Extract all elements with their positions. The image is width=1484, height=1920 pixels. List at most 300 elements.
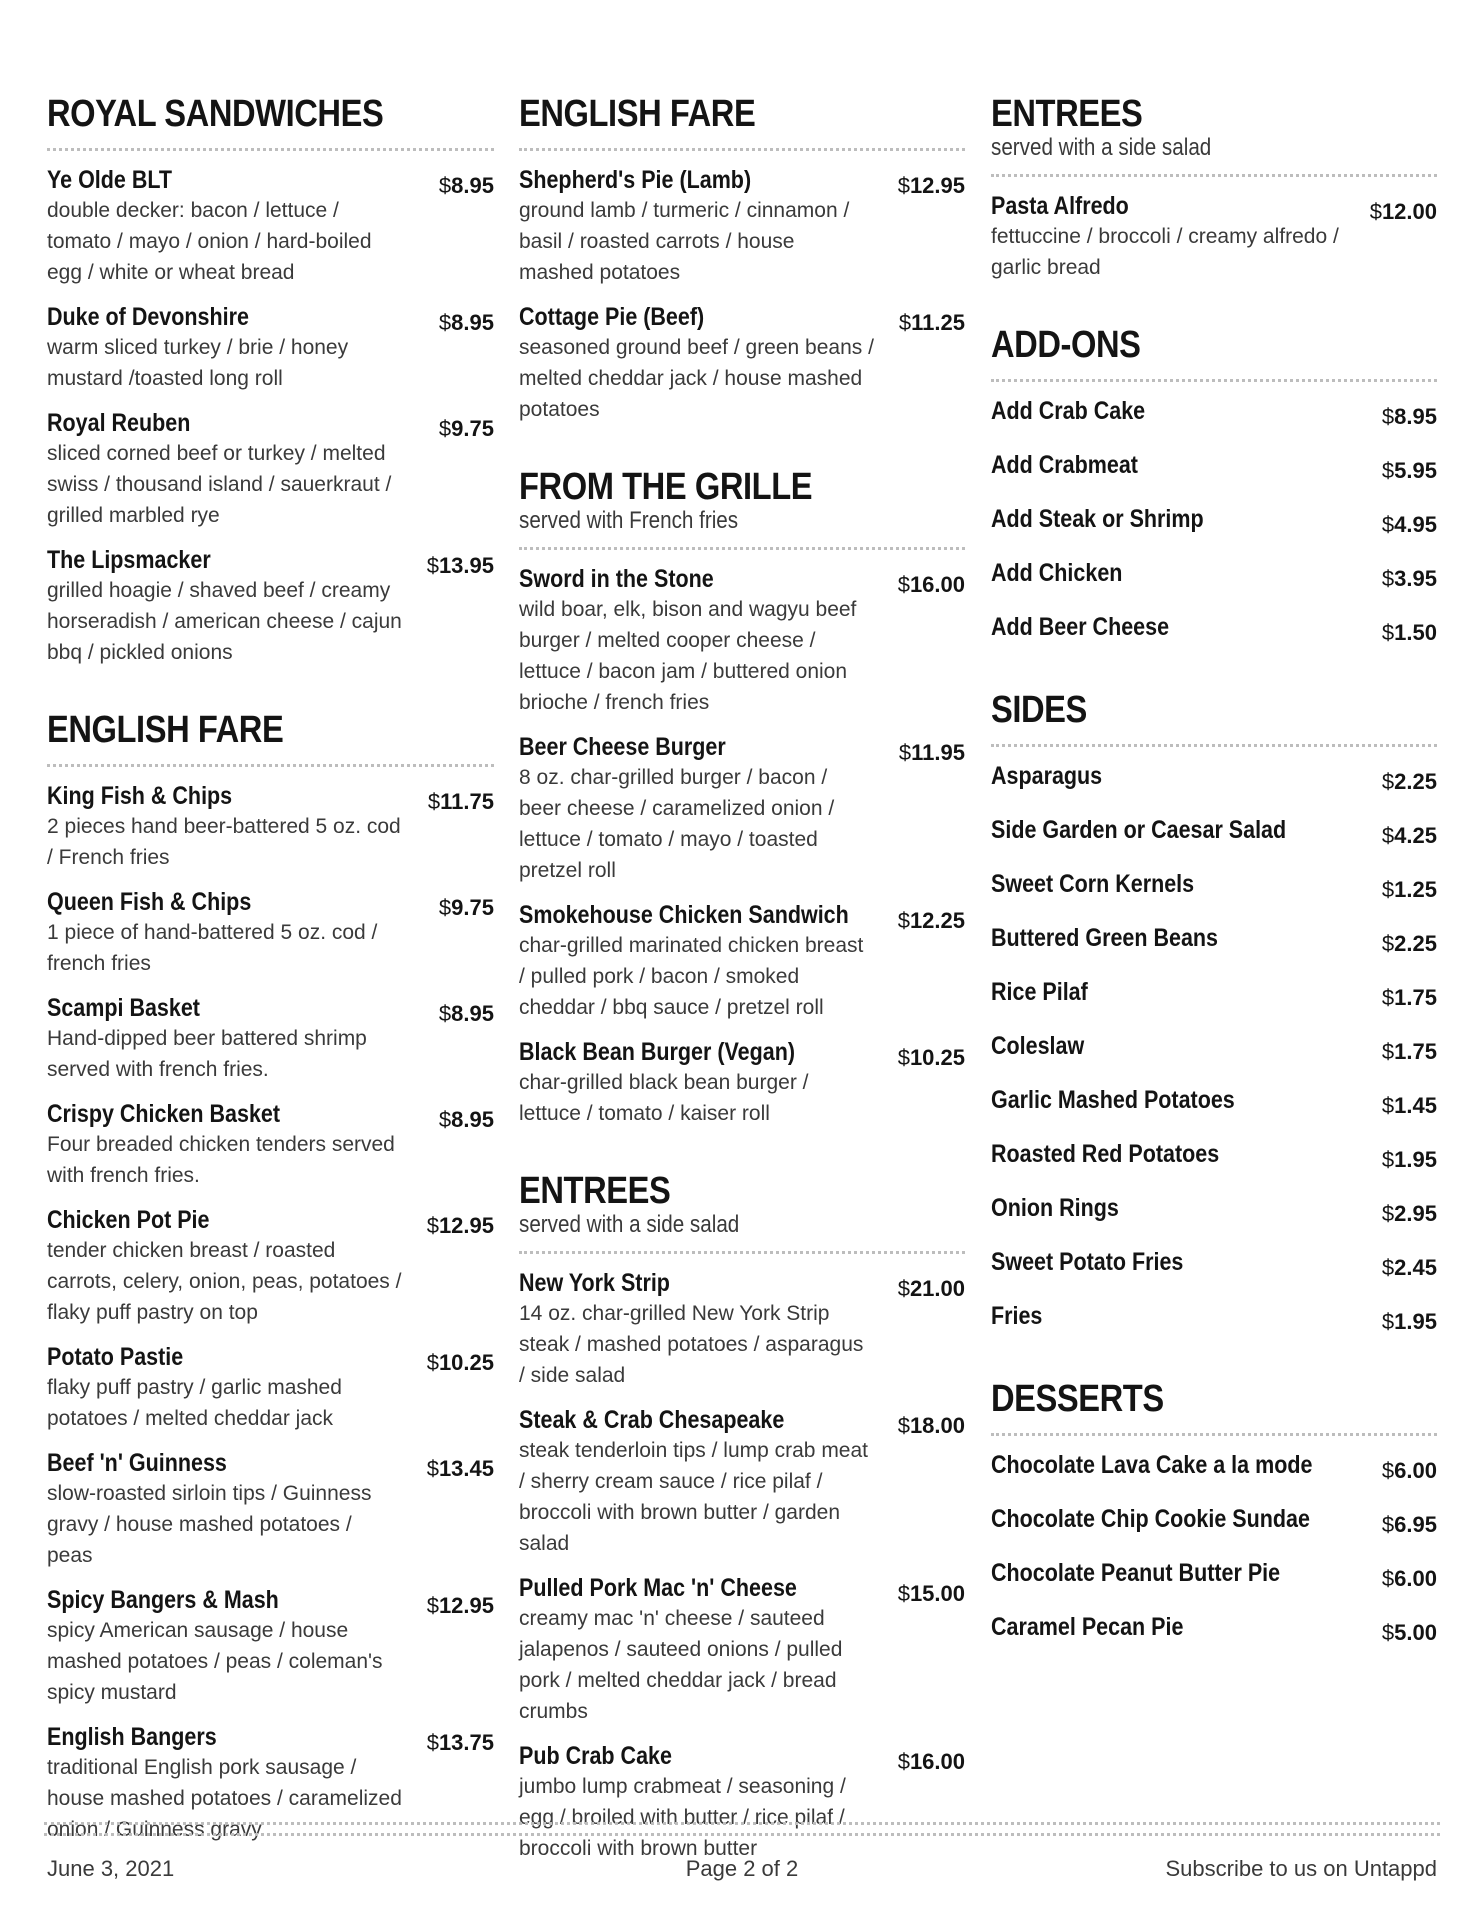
menu-item (991, 977, 1437, 1013)
menu-item-text (519, 1405, 874, 1559)
currency-symbol: $ (1381, 1309, 1395, 1334)
menu-item-name: King Fish & Chips (47, 782, 233, 810)
currency-symbol: $ (1381, 1201, 1395, 1226)
currency-symbol: $ (438, 895, 452, 920)
menu-item (47, 1448, 494, 1571)
menu-item-name: Shepherd's Pie (Lamb) (519, 166, 752, 194)
menu-item-text (991, 191, 1346, 283)
currency-symbol: $ (426, 1730, 439, 1755)
menu-item-name: Rice Pilaf (991, 978, 1088, 1006)
currency-symbol: $ (1381, 458, 1395, 483)
menu-item-price (1382, 618, 1437, 648)
menu-item-price (439, 308, 494, 338)
currency-symbol: $ (1381, 1093, 1395, 1118)
menu-item-text (991, 1301, 1361, 1331)
section-divider (991, 1433, 1437, 1436)
currency-symbol: $ (1381, 566, 1395, 591)
price-amount: 1.45 (1394, 1093, 1437, 1118)
menu-item-description: jumbo lump crabmeat / seasoning / egg / broiled with butter / rice pilaf / broccoli with brown butter (519, 1775, 846, 1860)
menu-item (47, 993, 494, 1085)
menu-item-price (428, 787, 494, 817)
menu-item (991, 1558, 1437, 1594)
menu-item-description: creamy mac 'n' cheese / sauteed jalapenos / sauteed onions / pulled pork / melted cheddar jack / bread crumbs (519, 1607, 843, 1723)
price-amount: 1.75 (1394, 985, 1437, 1010)
menu-item-name: Beer Cheese Burger (519, 733, 726, 761)
menu-item-text (47, 993, 402, 1085)
menu-item-name: Beef 'n' Guinness (47, 1449, 227, 1477)
menu-item (991, 504, 1437, 540)
menu-item-name: Add Steak or Shrimp (991, 505, 1204, 533)
menu-item (991, 1504, 1437, 1540)
currency-symbol: $ (438, 173, 452, 198)
menu-item-name: Spicy Bangers & Mash (47, 1586, 279, 1614)
menu-item (519, 1741, 965, 1864)
menu-item-price (1382, 1091, 1437, 1121)
menu-item-text (991, 504, 1361, 534)
menu-item-price (898, 1579, 965, 1609)
menu-item-price (1382, 983, 1437, 1013)
menu-item-price (898, 1043, 965, 1073)
menu-item-text (47, 1585, 402, 1708)
menu-section (519, 465, 965, 1129)
menu-item (991, 869, 1437, 905)
menu-item (991, 1193, 1437, 1229)
menu-item-name: Garlic Mashed Potatoes (991, 1086, 1235, 1114)
menu-item-name: Pub Crab Cake (519, 1742, 672, 1770)
currency-symbol: $ (1381, 1255, 1395, 1280)
menu-item (519, 1573, 965, 1727)
currency-symbol: $ (1381, 1620, 1395, 1645)
menu-item-name: Fries (991, 1302, 1043, 1330)
price-amount: 2.45 (1394, 1255, 1437, 1280)
menu-item (991, 1085, 1437, 1121)
menu-item-name: Potato Pastie (47, 1343, 184, 1371)
currency-symbol: $ (897, 572, 910, 597)
menu-item-price (1370, 197, 1437, 227)
menu-item-name: English Bangers (47, 1723, 217, 1751)
menu-item-description: 14 oz. char-grilled New York Strip steak / mashed potatoes / asparagus / side salad (519, 1302, 864, 1387)
menu-item (519, 302, 965, 425)
currency-symbol: $ (897, 908, 910, 933)
menu-item-price (899, 738, 965, 768)
menu-item-name: Scampi Basket (47, 994, 200, 1022)
menu-item-text (991, 1612, 1361, 1642)
menu-item-price (439, 999, 494, 1029)
price-amount: 16.00 (909, 572, 965, 597)
menu-item-price (898, 1411, 965, 1441)
footer-page-number: Page 2 of 2 (685, 1856, 799, 1881)
currency-symbol: $ (1381, 1039, 1395, 1064)
menu-item-price (1382, 1253, 1437, 1283)
price-amount: 8.95 (451, 1001, 494, 1026)
menu-item (519, 165, 965, 288)
price-amount: 4.25 (1394, 823, 1437, 848)
section-title: ENGLISH FARE (519, 93, 756, 135)
menu-column-1 (47, 92, 494, 1885)
menu-column-2 (519, 92, 965, 1904)
menu-item (991, 1031, 1437, 1067)
currency-symbol: $ (426, 1456, 439, 1481)
menu-item (47, 887, 494, 979)
currency-symbol: $ (1381, 1458, 1395, 1483)
price-amount: 1.95 (1394, 1147, 1437, 1172)
menu-item-text (991, 923, 1361, 953)
currency-symbol: $ (1381, 931, 1395, 956)
currency-symbol: $ (897, 173, 910, 198)
menu-item-name: Royal Reuben (47, 409, 191, 437)
menu-item-description: fettuccine / broccoli / creamy alfredo / garlic bread (991, 225, 1339, 279)
section-title: SIDES (991, 689, 1087, 731)
menu-item-text (519, 1037, 874, 1129)
menu-item-text (991, 1247, 1361, 1277)
menu-item-name: Add Chicken (991, 559, 1123, 587)
price-amount: 6.00 (1394, 1458, 1437, 1483)
menu-item (47, 545, 494, 668)
section-title: ROYAL SANDWICHES (47, 93, 384, 135)
currency-symbol: $ (1381, 985, 1395, 1010)
menu-item-price (1382, 510, 1437, 540)
menu-item (519, 732, 965, 886)
menu-item-name: Pasta Alfredo (991, 192, 1129, 220)
menu-section (47, 92, 494, 668)
menu-item-text (991, 761, 1361, 791)
price-amount: 13.45 (438, 1456, 494, 1481)
menu-item-price (898, 906, 965, 936)
currency-symbol: $ (1381, 877, 1395, 902)
menu-section (519, 1169, 965, 1864)
section-title: ENGLISH FARE (47, 709, 284, 751)
menu-item-text (519, 900, 874, 1023)
currency-symbol: $ (898, 310, 912, 335)
currency-symbol: $ (1369, 199, 1382, 224)
menu-item-description: steak tenderloin tips / lump crab meat / sherry cream sauce / rice pilaf / broccoli with brown butter / garden salad (519, 1439, 869, 1555)
menu-item-price (1382, 402, 1437, 432)
menu-item-text (991, 1558, 1361, 1588)
section-divider (519, 1251, 965, 1254)
currency-symbol: $ (427, 789, 441, 814)
price-amount: 11.95 (911, 740, 965, 765)
menu-item-price (899, 308, 965, 338)
menu-item-text (991, 558, 1361, 588)
menu-item-price (1382, 767, 1437, 797)
menu-item-name: Add Beer Cheese (991, 613, 1170, 641)
menu-item-text (519, 165, 874, 288)
menu-item-price (1382, 1307, 1437, 1337)
menu-item-description: flaky puff pastry / garlic mashed potatoes / melted cheddar jack (47, 1376, 342, 1430)
menu-item-text (991, 1139, 1361, 1169)
price-amount: 12.95 (438, 1593, 494, 1618)
menu-item-text (519, 564, 874, 718)
menu-item-price (1382, 1510, 1437, 1540)
menu-item (47, 1099, 494, 1191)
menu-item-description: double decker: bacon / lettuce / tomato / mayo / onion / hard-boiled egg / white or wheat bread (47, 199, 372, 284)
section-title: ENTREES (991, 93, 1143, 135)
currency-symbol: $ (897, 1276, 910, 1301)
price-amount: 6.00 (1394, 1566, 1437, 1591)
menu-item-name: Chocolate Peanut Butter Pie (991, 1559, 1281, 1587)
menu-item-text (47, 887, 402, 979)
menu-item-name: Pulled Pork Mac 'n' Cheese (519, 1574, 797, 1602)
currency-symbol: $ (1381, 823, 1395, 848)
menu-item-name: Add Crab Cake (991, 397, 1146, 425)
menu-item-price (1382, 456, 1437, 486)
menu-item-name: Asparagus (991, 762, 1103, 790)
menu-item-price (898, 171, 965, 201)
menu-item-name: New York Strip (519, 1269, 670, 1297)
menu-item-text (47, 302, 402, 394)
menu-item-text (991, 1193, 1361, 1223)
menu-item (519, 900, 965, 1023)
menu-item-price (1382, 821, 1437, 851)
menu-item (519, 1405, 965, 1559)
price-amount: 12.00 (1381, 199, 1437, 224)
menu-item-text (991, 815, 1361, 845)
menu-item-text (519, 1268, 874, 1391)
menu-item-price (1382, 1199, 1437, 1229)
footer-subscribe-link[interactable]: Subscribe to us on Untappd (1165, 1856, 1437, 1881)
menu-item-description: tender chicken breast / roasted carrots, celery, onion, peas, potatoes / flaky puff pastry on top (47, 1239, 402, 1324)
price-amount: 18.00 (909, 1413, 965, 1438)
menu-item (47, 302, 494, 394)
section-divider (47, 764, 494, 767)
price-amount: 1.75 (1394, 1039, 1437, 1064)
menu-item-text (47, 1205, 402, 1328)
section-divider (519, 148, 965, 151)
currency-symbol: $ (1381, 1147, 1395, 1172)
price-amount: 8.95 (1394, 404, 1437, 429)
currency-symbol: $ (438, 1001, 452, 1026)
currency-symbol: $ (898, 740, 912, 765)
menu-item-name: Ye Olde BLT (47, 166, 173, 194)
currency-symbol: $ (438, 1107, 452, 1132)
section-divider (991, 744, 1437, 747)
price-amount: 10.25 (909, 1045, 965, 1070)
price-amount: 4.95 (1394, 512, 1437, 537)
menu-item-name: Add Crabmeat (991, 451, 1138, 479)
price-amount: 13.95 (438, 553, 494, 578)
menu-item (47, 165, 494, 288)
menu-item (519, 564, 965, 718)
price-amount: 8.95 (451, 310, 494, 335)
price-amount: 10.25 (438, 1350, 494, 1375)
price-amount: 9.75 (451, 895, 494, 920)
price-amount: 21.00 (909, 1276, 965, 1301)
menu-item-name: Chocolate Chip Cookie Sundae (991, 1505, 1310, 1533)
menu-item (47, 1342, 494, 1434)
menu-item-price (1382, 1037, 1437, 1067)
price-amount: 9.75 (451, 416, 494, 441)
menu-item-name: Steak & Crab Chesapeake (519, 1406, 785, 1434)
menu-item-name: Black Bean Burger (Vegan) (519, 1038, 796, 1066)
price-amount: 1.95 (1394, 1309, 1437, 1334)
menu-section (991, 1377, 1437, 1648)
section-divider (47, 148, 494, 151)
price-amount: 1.25 (1394, 877, 1437, 902)
price-amount: 2.25 (1394, 931, 1437, 956)
menu-item-description: spicy American sausage / house mashed potatoes / peas / coleman's spicy mustard (47, 1619, 383, 1704)
menu-item-name: Sweet Corn Kernels (991, 870, 1195, 898)
menu-item-name: Crispy Chicken Basket (47, 1100, 281, 1128)
menu-section (519, 92, 965, 425)
menu-item-price (439, 171, 494, 201)
menu-item (991, 1247, 1437, 1283)
menu-item (991, 923, 1437, 959)
currency-symbol: $ (426, 1350, 439, 1375)
price-amount: 16.00 (909, 1749, 965, 1774)
currency-symbol: $ (1381, 620, 1395, 645)
menu-item-price (439, 893, 494, 923)
menu-item-price (1382, 1564, 1437, 1594)
menu-item (47, 1585, 494, 1708)
menu-item-text (47, 165, 402, 288)
menu-item-text (47, 545, 402, 668)
menu-item (991, 1450, 1437, 1486)
menu-item (991, 450, 1437, 486)
menu-item-description: 8 oz. char-grilled burger / bacon / beer cheese / caramelized onion / lettuce / tomato / mayo / toasted pretzel roll (519, 766, 835, 882)
menu-item-description: slow-roasted sirloin tips / Guinness gravy / house mashed potatoes / peas (47, 1482, 372, 1567)
menu-item (991, 1301, 1437, 1337)
menu-item (991, 612, 1437, 648)
menu-item-name: Caramel Pecan Pie (991, 1613, 1184, 1641)
menu-item-price (898, 1747, 965, 1777)
menu-item-text (991, 1504, 1361, 1534)
menu-item-name: Coleslaw (991, 1032, 1085, 1060)
price-amount: 2.25 (1394, 769, 1437, 794)
currency-symbol: $ (897, 1045, 910, 1070)
menu-item-description: ground lamb / turmeric / cinnamon / basil / roasted carrots / house mashed potatoes (519, 199, 850, 284)
menu-item-text (991, 450, 1361, 480)
menu-item-price (898, 1274, 965, 1304)
menu-item (991, 761, 1437, 797)
menu-section (991, 323, 1437, 648)
menu-item-name: Smokehouse Chicken Sandwich (519, 901, 849, 929)
menu-item-price (427, 551, 494, 581)
menu-item-name: Cottage Pie (Beef) (519, 303, 705, 331)
menu-item-name: Buttered Green Beans (991, 924, 1219, 952)
price-amount: 2.95 (1394, 1201, 1437, 1226)
menu-item (991, 558, 1437, 594)
currency-symbol: $ (1381, 404, 1395, 429)
menu-item-description: wild boar, elk, bison and wagyu beef burger / melted cooper cheese / lettuce / bacon jam / buttered onion brioche / french fries (519, 598, 857, 714)
currency-symbol: $ (1381, 1566, 1395, 1591)
menu-item-name: Duke of Devonshire (47, 303, 249, 331)
currency-symbol: $ (1381, 769, 1395, 794)
currency-symbol: $ (426, 1593, 439, 1618)
menu-item (47, 408, 494, 531)
menu-item-name: Roasted Red Potatoes (991, 1140, 1220, 1168)
menu-item-description: warm sliced turkey / brie / honey mustard /toasted long roll (47, 336, 349, 390)
section-subtitle: served with French fries (519, 507, 739, 534)
menu-item (991, 191, 1437, 283)
menu-section (47, 708, 494, 1845)
menu-item-name: The Lipsmacker (47, 546, 211, 574)
menu-item-name: Onion Rings (991, 1194, 1119, 1222)
menu-item (519, 1037, 965, 1129)
menu-item-description: char-grilled black bean burger / lettuce / tomato / kaiser roll (519, 1071, 809, 1125)
menu-item-text (519, 1573, 874, 1727)
menu-item-price (427, 1348, 494, 1378)
currency-symbol: $ (426, 1213, 439, 1238)
price-amount: 6.95 (1394, 1512, 1437, 1537)
menu-item-price (427, 1591, 494, 1621)
menu-item-price (427, 1454, 494, 1484)
price-amount: 12.95 (909, 173, 965, 198)
menu-item-text (991, 1085, 1361, 1115)
currency-symbol: $ (897, 1749, 910, 1774)
menu-item (47, 1205, 494, 1328)
menu-item (519, 1268, 965, 1391)
menu-item (991, 815, 1437, 851)
menu-item-description: Four breaded chicken tenders served with french fries. (47, 1133, 395, 1187)
menu-item (47, 781, 494, 873)
menu-item-price (1382, 875, 1437, 905)
menu-item-description: seasoned ground beef / green beans / melted cheddar jack / house mashed potatoes (519, 336, 874, 421)
section-divider (519, 547, 965, 550)
menu-item (991, 1139, 1437, 1175)
section-title: DESSERTS (991, 1378, 1164, 1420)
section-subtitle: served with a side salad (991, 134, 1212, 161)
menu-item-name: Side Garden or Caesar Salad (991, 816, 1287, 844)
menu-item-text (519, 732, 874, 886)
menu-item-price (1382, 1618, 1437, 1648)
menu-item-text (519, 1741, 874, 1864)
menu-item-text (47, 1448, 402, 1571)
menu-item-text (519, 302, 874, 425)
section-title: FROM THE GRILLE (519, 466, 813, 508)
menu-item-name: Queen Fish & Chips (47, 888, 252, 916)
menu-item-text (47, 408, 402, 531)
menu-section (991, 92, 1437, 283)
menu-item-description: traditional English pork sausage / house mashed potatoes / caramelized onion / Guinness gravy (47, 1756, 402, 1841)
menu-item-price (1382, 564, 1437, 594)
currency-symbol: $ (438, 416, 452, 441)
price-amount: 8.95 (451, 173, 494, 198)
section-divider (991, 174, 1437, 177)
menu-item-text (991, 396, 1361, 426)
menu-item-price (1382, 1456, 1437, 1486)
menu-item-price (1382, 1145, 1437, 1175)
menu-item-name: Sweet Potato Fries (991, 1248, 1184, 1276)
menu-item-description: char-grilled marinated chicken breast / pulled pork / bacon / smoked cheddar / bbq sauce / pretzel roll (519, 934, 864, 1019)
menu-item-text (47, 1099, 402, 1191)
currency-symbol: $ (426, 553, 439, 578)
price-amount: 5.00 (1394, 1620, 1437, 1645)
menu-item-description: Hand-dipped beer battered shrimp served with french fries. (47, 1027, 367, 1081)
price-amount: 5.95 (1394, 458, 1437, 483)
menu-item (991, 1612, 1437, 1648)
price-amount: 11.75 (440, 789, 494, 814)
menu-item-description: sliced corned beef or turkey / melted swiss / thousand island / sauerkraut / grilled marbled rye (47, 442, 392, 527)
price-amount: 15.00 (909, 1581, 965, 1606)
menu-item-description: 2 pieces hand beer-battered 5 oz. cod / French fries (47, 815, 401, 869)
menu-item-price (427, 1211, 494, 1241)
currency-symbol: $ (897, 1413, 910, 1438)
menu-item-name: Chocolate Lava Cake a la mode (991, 1451, 1313, 1479)
price-amount: 8.95 (451, 1107, 494, 1132)
menu-section (991, 688, 1437, 1337)
price-amount: 3.95 (1394, 566, 1437, 591)
menu-item-price (1382, 929, 1437, 959)
menu-item-description: grilled hoagie / shaved beef / creamy horseradish / american cheese / cajun bbq / pickled onions (47, 579, 402, 664)
footer-divider (44, 1822, 1440, 1836)
currency-symbol: $ (1381, 512, 1395, 537)
menu-item-text (991, 869, 1361, 899)
menu-item-name: Chicken Pot Pie (47, 1206, 210, 1234)
section-divider (991, 379, 1437, 382)
menu-item-text (991, 977, 1361, 1007)
currency-symbol: $ (1381, 1512, 1395, 1537)
menu-item-text (991, 1031, 1361, 1061)
